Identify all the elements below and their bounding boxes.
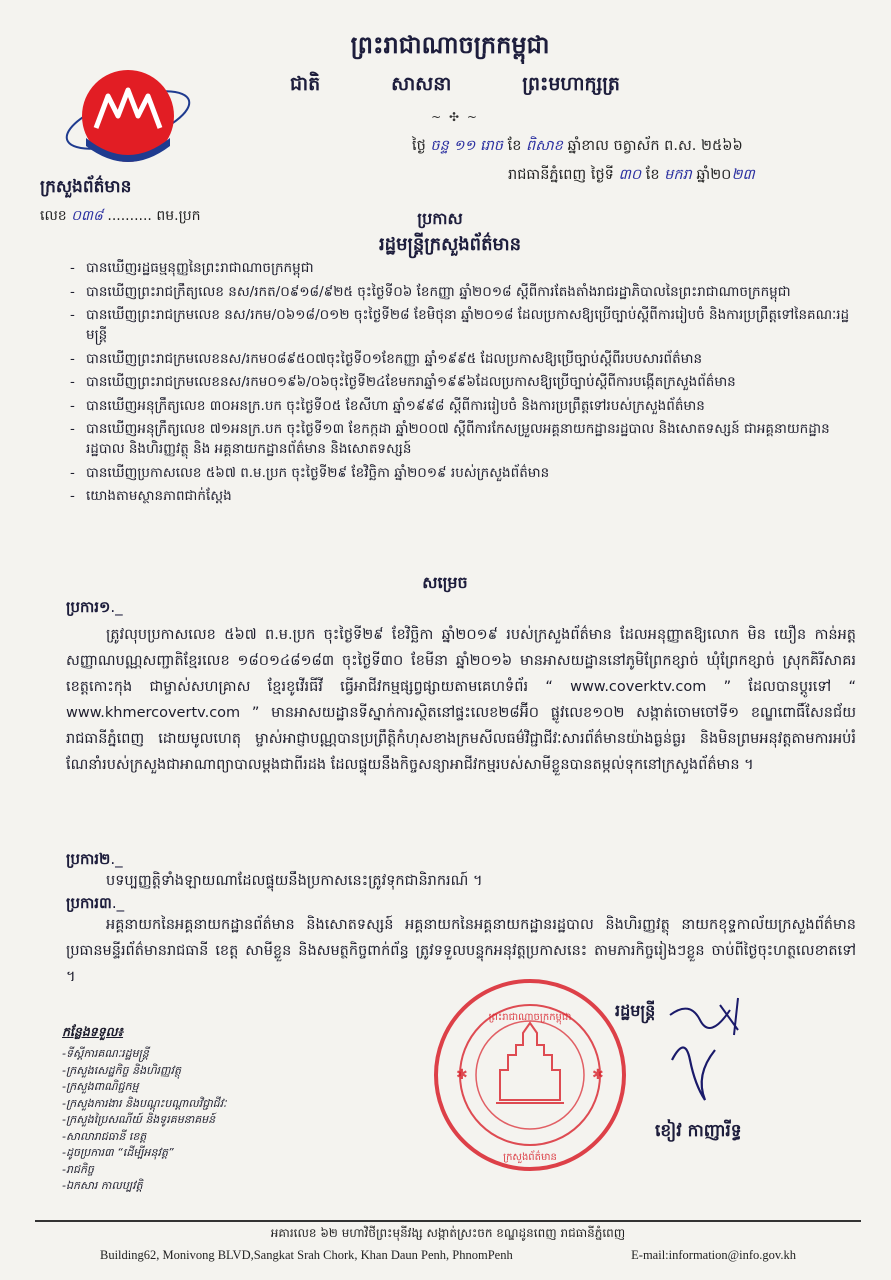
recipient-item: - ឯកសារ កាលប្បវត្តិ <box>62 1178 322 1195</box>
article-2-label: ប្រការ២ ._ <box>66 850 123 872</box>
seal-bottom-text: ក្រសួងព័ត៌មាន <box>503 1152 557 1163</box>
visa-item: - បានឃើញអនុក្រឹត្យលេខ ៣០អនក្រ.បក ចុះថ្ងៃទី០៥ ខែសីហា ឆ្នាំ១៩៩៨ ស្ដីពីការរៀបចំ និងការប្រព្រឹត្តទៅរបស់ក្រសួងព័ត៌មាន <box>70 396 860 416</box>
recipient-item: - សាលារាជធានី ខេត្ត <box>62 1129 322 1146</box>
recipient-item: - រាជកិច្ច <box>62 1162 322 1179</box>
article-1-label: ប្រការ១ ._ <box>66 598 123 620</box>
signer-name: ខៀវ កាញារីទ្ធ <box>655 1121 742 1141</box>
reference-dots: .......... <box>107 208 152 224</box>
article-2-body: បទប្បញ្ញត្តិទាំងឡាយណាដែលផ្ទុយនឹងប្រកាសនេះត្រូវទុកជានិរាករណ៍ ។ <box>106 873 483 889</box>
visa-item: - បានឃើញព្រះរាជក្រឹត្យលេខ នស/រកត/០៩១៨/៩២៥ ចុះថ្ងៃទី០៦ ខែកញ្ញា ឆ្នាំ២០១៨ ស្ដីពីការតែងតាំងរាជរដ្ឋាភិបាលនៃព្រះរាជាណាចក្រកម្ពុជា <box>70 282 860 302</box>
article-1-text <box>66 622 856 778</box>
recipients-title: កន្លែងទទួល៖ <box>62 1024 124 1039</box>
article-3-body: អគ្គនាយកនៃអគ្គនាយកដ្ឋានព័ត៌មាន និងសោតទស្សន៍ អគ្គនាយកនៃអគ្គនាយកដ្ឋានរដ្ឋបាល និងហិរញ្ញវត្ថុ នាយកខុទ្ទកាល័យក្រសួងព័ត៌មាន ប្រធានមន្ទីរព័ត៌មានរាជធានី ខេត្ត សាមីខ្លួន និងសមត្ថកិច្ចពាក់ព័ន្ធ ត្រូវទទួលបន្ទុកអនុវត្តប្រកាសនេះ តាមភារកិច្ចរៀងៗខ្លួន ចាប់ពីថ្ងៃចុះហត្ថលេខាតទៅ ។ <box>66 917 856 985</box>
gregorian-date-day: ៣០ <box>618 167 642 183</box>
gregorian-date-year-prefix: ឆ្នាំ២០ <box>696 167 732 183</box>
header-ornament: ~ ✣ ~ <box>431 110 479 124</box>
lunar-date-month-label: ខែ <box>507 138 522 154</box>
motto-king: ព្រះមហាក្សត្រ <box>522 73 620 95</box>
svg-text:✱: ✱ <box>592 1067 604 1083</box>
visa-item: - បានឃើញរដ្ឋធម្មនុញ្ញនៃព្រះរាជាណាចក្រកម្ពុជា <box>70 258 860 278</box>
lunar-date <box>412 137 743 158</box>
motto-nation: ជាតិ <box>290 73 321 95</box>
visa-item: - បានឃើញអនុក្រឹត្យលេខ ៧១អនក្រ.បក ចុះថ្ងៃទី១៣ ខែកក្កដា ឆ្នាំ២០០៧ ស្ដីពីការកែសម្រួលអគ្គនាយកដ្ឋានរដ្ឋបាល និងសោតទស្សន៍ ជាអគ្គនាយកដ្ឋានរដ្ឋបាល និងហិរញ្ញវត្ថុ និង អគ្គនាយកដ្ឋានព័ត៌មាន និងសោតទស្សន៍ <box>70 419 860 459</box>
svg-text:✱: ✱ <box>456 1067 468 1083</box>
visa-list <box>70 258 860 510</box>
motto-religion: សាសនា <box>391 73 452 95</box>
recipient-item: - ក្រសួងការងារ និងបណ្ដុះបណ្ដាលវិជ្ជាជីវៈ <box>62 1096 322 1113</box>
article-2-text <box>66 868 856 894</box>
footer-divider <box>35 1220 861 1222</box>
recipient-item: - ក្រសួងប្រៃសណីយ៍ និងទូរគមនាគមន៍ <box>62 1112 322 1129</box>
recipient-item: - ក្រសួងសេដ្ឋកិច្ច និងហិរញ្ញវត្ថុ <box>62 1063 322 1080</box>
footer-address: Building62, Monivong BLVD,Sangkat Srah Chork, Khan Daun Penh, PhnomPenh <box>100 1248 513 1262</box>
recipient-item: - ក្រសួងពាណិជ្ជកម្ម <box>62 1079 322 1096</box>
seal-text: ព្រះរាជាណាចក្រកម្ពុជា <box>488 1012 572 1023</box>
reference-prefix: លេខ <box>40 208 67 224</box>
recipients-list <box>62 1024 322 1195</box>
lunar-date-month: ពិសាខ <box>526 138 563 154</box>
lunar-date-prefix: ថ្ងៃ <box>412 138 426 154</box>
ministry-of-information-logo-icon <box>62 50 194 182</box>
footer-address-en <box>40 1248 856 1263</box>
visa-item: - យោងតាមស្ថានភាពជាក់ស្ដែង <box>70 486 860 506</box>
article-1-body: ត្រូវលុបប្រកាសលេខ ៥៦៧ ព.ម.ប្រក ចុះថ្ងៃទី២៩ ខែវិច្ឆិកា ឆ្នាំ២០១៩ របស់ក្រសួងព័ត៌មាន ដែលអនុញ្ញាតឱ្យលោក មិន យឿន កាន់អត្តសញ្ញាណបណ្ណសញ្ជាតិខ្មែរលេខ ១៨០១៤៨១៨៣ ចុះថ្ងៃទី៣០ ខែមីនា ឆ្នាំ២០១៦ មានអាសយដ្ឋាននៅភូមិព្រែកខ្សាច់ ឃុំព្រែកខ្សាច់ ស្រុកគិរីសាគរ ខេត្តកោះកុង ជាម្ចាស់សហគ្រាស ខ្មែរខូវើរធីវី ធ្វើអាជីវកម្មផ្សព្វផ្សាយតាមគេហទំព័រ “ www.coverktv.com ” ដែលបានប្ដូរទៅ “ www.khmercovertv.com ” មានអាសយដ្ឋានទីស្នាក់ការស្ថិតនៅផ្ទះលេខ២៨អ៊ី០ ផ្លូវលេខ១០២ សង្កាត់ចោមចៅទី១ ខណ្ឌពោធិ៍សែនជ័យ រាជធានីភ្នំពេញ ដោយមូលហេតុ ម្ចាស់អាជ្ញាបណ្ណបានប្រព្រឹត្តិកំហុសខាងក្រមសីលធម៌វិជ្ជាជីវៈសារព័ត៌មានយ៉ាងធ្ងន់ធ្ងរ និងមិនព្រមអនុវត្តតាមការអប់រំណែនាំរបស់ក្រសួងជាអាណាព្យាបាលម្ដងជាពីរដង ដែលផ្ទុយនឹងកិច្ចសន្យាអាជីវកម្មរបស់សាមីខ្លួនបានតម្កល់ទុកនៅក្រសួងព័ត៌មាន ។ <box>66 627 856 773</box>
lunar-date-year: ឆ្នាំខាល ចត្វាស័ក ព.ស. ២៥៦៦ <box>567 138 743 154</box>
reference-number-value: ០៣៨ <box>71 208 103 224</box>
decision-heading: សម្រេច <box>422 573 468 592</box>
gregorian-date-year: ២៣ <box>731 167 755 183</box>
lunar-date-day: ចន្ទ ១១ រោច <box>430 138 504 154</box>
footer-email: E-mail:information@info.gov.kh <box>631 1248 796 1262</box>
ministry-name: ក្រសួងព័ត៌មាន <box>40 177 132 197</box>
article-3-label: ប្រការ៣ ._ <box>66 894 124 916</box>
kingdom-title: ព្រះរាជាណាចក្រកម្ពុជា <box>350 31 550 59</box>
gregorian-date-month-label: ខែ <box>645 167 660 183</box>
recipient-item: - ដូចប្រការ៣ “ដើម្បីអនុវត្ត” <box>62 1145 322 1162</box>
reference-number <box>40 206 201 227</box>
national-motto <box>290 72 620 100</box>
recipient-item: - ទីស្ដីការគណៈរដ្ឋមន្ត្រី <box>62 1046 322 1063</box>
issuer-heading: រដ្ឋមន្ត្រីក្រសួងព័ត៌មាន <box>378 234 522 255</box>
handwritten-signature-icon <box>660 990 790 1110</box>
visa-item: - បានឃើញព្រះរាជក្រមលេខនស/រកម០៨៩៥០៧ចុះថ្ងៃទី០១ខែកញ្ញា ឆ្នាំ១៩៩៥ ដែលប្រកាសឱ្យប្រើច្បាប់ស្ដីពីរបបសារព័ត៌មាន <box>70 349 860 369</box>
official-seal-icon <box>430 975 630 1175</box>
reference-suffix: ពម.ប្រក <box>156 208 201 224</box>
visa-item: - បានឃើញព្រះរាជក្រមលេខនស/រកម០១៩៦/០៦ចុះថ្ងៃទី២៤ខែមករាឆ្នាំ១៩៩៦ដែលប្រកាសឱ្យប្រើច្បាប់ស្ដីពីការបង្កើតក្រសួងព័ត៌មាន <box>70 372 860 392</box>
gregorian-date-prefix: រាជធានីភ្នំពេញ ថ្ងៃទី <box>508 167 614 183</box>
visa-item: - បានឃើញប្រកាសលេខ ៥៦៧ ព.ម.ប្រក ចុះថ្ងៃទី២៩ ខែវិច្ឆិកា ឆ្នាំ២០១៩ របស់ក្រសួងព័ត៌មាន <box>70 463 860 483</box>
visa-item: - បានឃើញព្រះរាជក្រមលេខ នស/រកម/០៦១៨/០១២ ចុះថ្ងៃទី២៨ ខែមិថុនា ឆ្នាំ២០១៨ ដែលប្រកាសឱ្យប្រើច្បាប់ស្ដីពីការរៀបចំ និងការប្រព្រឹត្តទៅនៃគណៈរដ្ឋមន្ត្រី <box>70 305 860 345</box>
signer-role: រដ្ឋមន្ត្រី <box>615 1001 656 1020</box>
footer-address-kh: អគារលេខ ៦២ មហាវិថីព្រះមុនីវង្ស សង្កាត់ស្រះចក ខណ្ឌដូនពេញ រាជធានីភ្នំពេញ <box>270 1226 626 1240</box>
announcement-heading: ប្រកាស <box>417 209 463 228</box>
gregorian-date <box>508 166 755 187</box>
gregorian-date-month: មករា <box>664 167 692 183</box>
